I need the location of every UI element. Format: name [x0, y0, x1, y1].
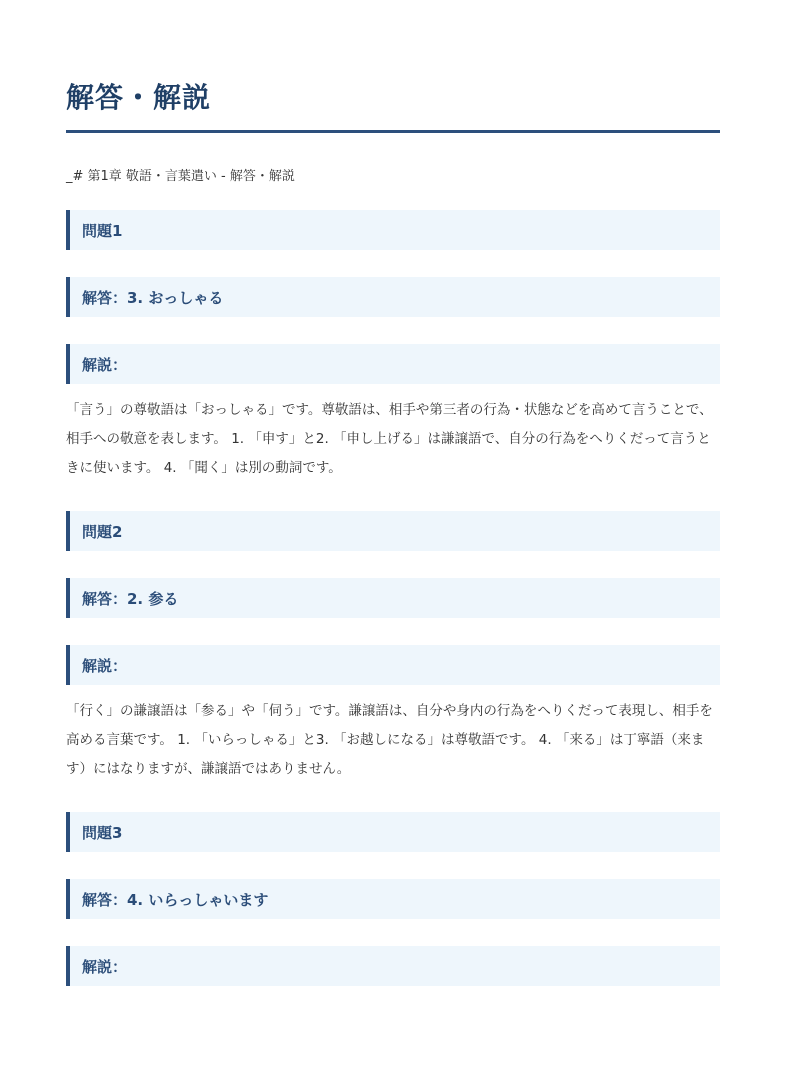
page-title: 解答・解説 — [66, 81, 212, 114]
answer-1-heading: 解答：3. おっしゃる — [66, 277, 720, 317]
explanation-1-heading: 解説： — [66, 344, 720, 384]
answer-2-heading: 解答：2. 参る — [66, 578, 720, 618]
breadcrumb: _# 第1章 敬語・言葉遣い - 解答・解説 — [66, 169, 295, 184]
explanation-3-heading: 解説： — [66, 946, 720, 986]
answer-3-heading: 解答：4. いらっしゃいます — [66, 879, 720, 919]
explanation-1-text: 「言う」の尊敬語は「おっしゃる」です。尊敬語は、相手や第三者の行為・状態などを高めて言うことで、相手への敬意を表します。 1. 「申す」と2. 「申し上げる」は謙譲語で、自分の行為をへりくだって言うときに使います。 4. 「聞く」は別の動詞です。 — [66, 402, 713, 476]
question-3-heading: 問題3 — [66, 812, 720, 852]
question-2-heading: 問題2 — [66, 511, 720, 551]
content-sections — [66, 210, 720, 986]
question-1-heading: 問題1 — [66, 210, 720, 250]
title-divider — [66, 130, 720, 133]
explanation-2-text: 「行く」の謙譲語は「参る」や「伺う」です。謙譲語は、自分や身内の行為をへりくだって表現し、相手を高める言葉です。 1. 「いらっしゃる」と3. 「お越しになる」は尊敬語です。 4. 「来る」は丁寧語（来ます）にはなりますが、謙譲語ではありません。 — [66, 703, 713, 777]
explanation-2-heading: 解説： — [66, 645, 720, 685]
